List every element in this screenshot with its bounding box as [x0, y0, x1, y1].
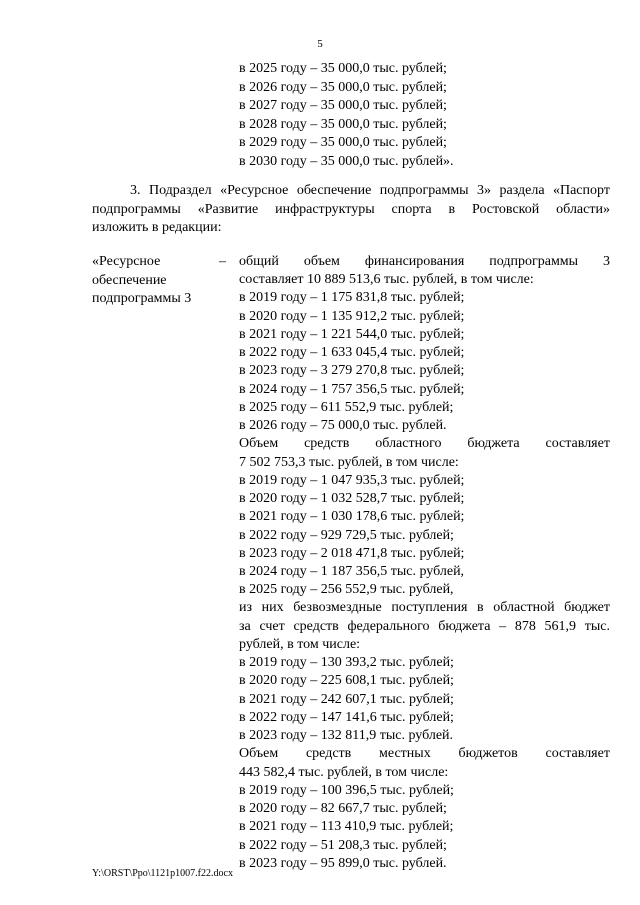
word: спорта	[391, 201, 432, 217]
word: средств	[305, 746, 352, 762]
word: тыс.	[584, 618, 610, 634]
word: подпрограммы	[379, 183, 469, 198]
label-dash: –	[219, 254, 226, 269]
paragraph-line-2	[92, 201, 610, 220]
local-year-line: в 2023 году – 95 899,0 тыс. рублей.	[239, 855, 447, 871]
funding-line: в 2025 году – 35 000,0 тыс. рублей;	[239, 61, 447, 76]
word: раздела	[499, 183, 545, 198]
word: областной	[493, 600, 555, 616]
intro-line-2: составляет 10 889 513,6 тыс. рублей, в том числе:	[239, 272, 534, 288]
federal-year-line: в 2020 году – 225 608,1 тыс. рублей;	[239, 673, 454, 689]
word: поступления	[391, 600, 468, 616]
word: в	[477, 600, 484, 616]
word: «Развитие	[197, 201, 259, 217]
regional-year-line: в 2021 году – 1 030 178,6 тыс. рублей;	[239, 509, 465, 525]
word: подпрограммы	[92, 201, 181, 217]
funding-line: в 2028 году – 35 000,0 тыс. рублей;	[239, 116, 447, 132]
funding-line: в 2029 году – 35 000,0 тыс. рублей;	[239, 135, 447, 151]
word: «Ресурсное	[220, 183, 289, 198]
funding-continuation-list	[239, 60, 619, 172]
word: объем	[303, 254, 340, 269]
word: местных	[379, 746, 431, 762]
total-year-line: в 2023 году – 3 279 270,8 тыс. рублей;	[239, 363, 465, 379]
word: подпрограммы	[489, 254, 579, 269]
local-year-line: в 2019 году – 100 396,5 тыс. рублей;	[239, 782, 454, 798]
word: Объем	[239, 436, 279, 452]
total-year-line: в 2020 году – 1 135 912,2 тыс. рублей;	[239, 308, 465, 324]
word: бюджета	[467, 436, 520, 452]
word: счет	[259, 618, 285, 634]
word: из	[239, 600, 253, 616]
word: средств	[304, 436, 350, 452]
total-year-line: в 2022 году – 1 633 045,4 тыс. рублей;	[239, 345, 465, 361]
word: 878	[514, 618, 536, 634]
federal-year-line: в 2019 году – 130 393,2 тыс. рублей;	[239, 655, 454, 671]
total-year-line: в 2024 году – 1 757 356,5 тыс. рублей;	[239, 381, 465, 397]
regional-year-line: в 2025 году – 256 552,9 тыс. рублей,	[239, 582, 454, 598]
word: общий	[239, 254, 279, 269]
funding-line: в 2026 году – 35 000,0 тыс. рублей;	[239, 79, 447, 95]
word: составляет	[545, 746, 610, 762]
word: Ростовской	[472, 201, 540, 217]
word: Подраздел	[148, 183, 212, 198]
total-year-line: в 2026 году – 75 000,0 тыс. рублей.	[239, 418, 447, 434]
word: в	[448, 201, 456, 217]
total-year-line: в 2025 году – 611 552,9 тыс. рублей;	[239, 399, 454, 415]
word: за	[239, 618, 251, 634]
label-line: обеспечение	[92, 272, 167, 288]
local-year-line: в 2022 году – 51 208,3 тыс. рублей;	[239, 837, 447, 853]
word: 561,9	[544, 618, 577, 634]
word: 3	[603, 254, 610, 269]
federal-head-line-3: рублей, в том числе:	[239, 636, 361, 652]
word: бюджета	[438, 618, 491, 634]
total-year-line: в 2021 году – 1 221 544,0 тыс. рублей;	[239, 326, 465, 342]
federal-year-line: в 2022 году – 147 141,6 тыс. рублей;	[239, 709, 454, 725]
local-head-line-1	[239, 745, 610, 763]
regional-year-line: в 2022 году – 929 729,5 тыс. рублей;	[239, 527, 454, 543]
word: Объем	[239, 746, 279, 762]
regional-head-line-1	[239, 435, 610, 453]
paragraph-line-3: изложить в редакции:	[92, 220, 222, 235]
word: 3»	[477, 183, 492, 198]
regional-head-line-2: 7 502 753,3 тыс. рублей, в том числе:	[239, 454, 459, 470]
word: федерального	[347, 618, 430, 634]
word: 3.	[130, 183, 141, 198]
intro-line-1	[239, 253, 610, 271]
word: областного	[375, 436, 442, 452]
word: финансирования	[364, 254, 465, 269]
page-number: 5	[317, 38, 323, 50]
word: «Паспорт	[552, 183, 610, 198]
word: обеспечение	[296, 183, 372, 198]
word: безвозмездные	[293, 600, 382, 616]
label-line: подпрограммы 3	[92, 291, 192, 306]
word: составляет	[545, 436, 610, 452]
paragraph-line-1	[92, 182, 610, 201]
federal-year-line: в 2021 году – 242 607,1 тыс. рублей;	[239, 691, 454, 707]
word: бюджетов	[458, 746, 518, 762]
funding-line: в 2030 году – 35 000,0 тыс. рублей».	[239, 153, 454, 169]
word: –	[499, 618, 507, 634]
word: них	[261, 600, 284, 616]
resource-content	[239, 253, 610, 873]
local-year-line: в 2020 году – 82 667,7 тыс. рублей;	[239, 801, 447, 817]
total-year-line: в 2019 году – 1 175 831,8 тыс. рублей;	[239, 290, 465, 306]
federal-head-line-1	[239, 599, 610, 617]
federal-head-line-2	[239, 618, 610, 636]
regional-year-line: в 2020 году – 1 032 528,7 тыс. рублей;	[239, 491, 465, 507]
word: инфраструктуры	[275, 201, 375, 217]
local-year-line: в 2021 году – 113 410,9 тыс. рублей;	[239, 819, 454, 835]
label-line: «Ресурсное	[92, 254, 161, 269]
resource-label	[92, 253, 232, 309]
regional-year-line: в 2024 году – 1 187 356,5 тыс. рублей,	[239, 563, 465, 579]
amendment-paragraph	[92, 182, 610, 238]
word: области»	[556, 201, 610, 217]
regional-year-line: в 2019 году – 1 047 935,3 тыс. рублей;	[239, 472, 465, 488]
file-path-footer: Y:\ORST\Ppo\1121p1007.f22.docx	[92, 868, 233, 879]
federal-year-line: в 2023 году – 132 811,9 тыс. рублей.	[239, 728, 454, 744]
funding-line: в 2027 году – 35 000,0 тыс. рублей;	[239, 98, 447, 114]
regional-year-line: в 2023 году – 2 018 471,8 тыс. рублей;	[239, 545, 465, 561]
word: бюджет	[564, 600, 610, 616]
local-head-line-2: 443 582,4 тыс. рублей, в том числе:	[239, 764, 449, 780]
word: средств	[293, 618, 339, 634]
